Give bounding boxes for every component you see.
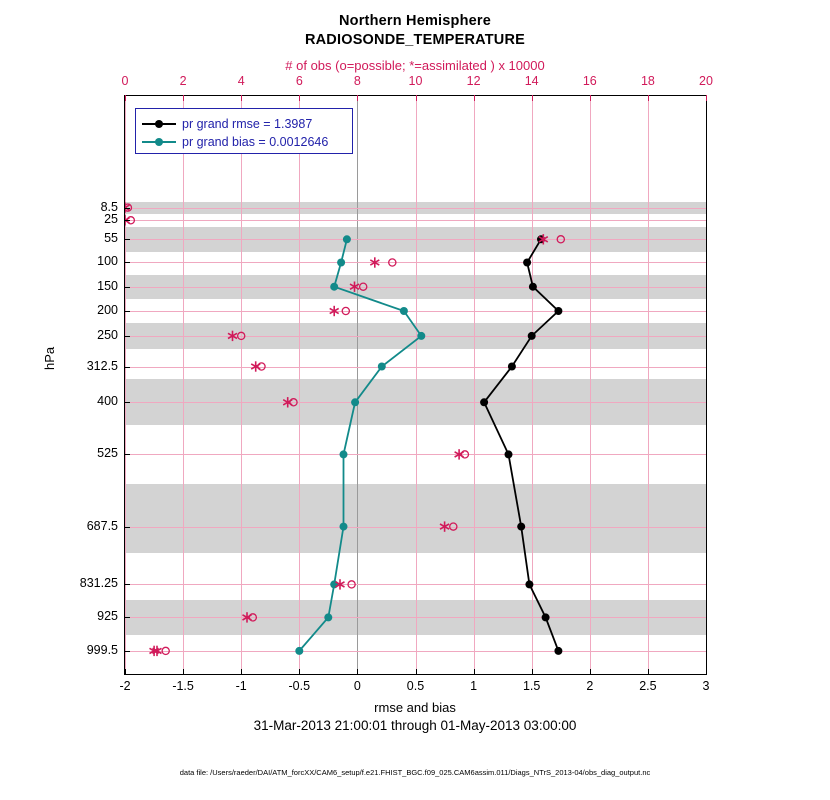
top-axis-tick (532, 95, 533, 101)
y-axis-tick-label: 687.5 (86, 518, 118, 533)
y-axis-tick-label: 55 (104, 231, 118, 246)
possible-obs-marker (450, 523, 457, 530)
y-axis-tick-label: 312.5 (86, 358, 118, 373)
possible-obs-marker (557, 236, 564, 243)
series-marker (337, 259, 345, 267)
series-marker (417, 332, 425, 340)
x-axis-tick-label: -2 (119, 679, 131, 693)
chart-legend (135, 108, 353, 154)
x-axis-tick (532, 669, 533, 675)
title-line-2: RADIOSONDE_TEMPERATURE (304, 32, 526, 48)
y-axis-tick-label: 831.25 (79, 576, 118, 591)
y-axis-tick (124, 220, 130, 221)
top-axis-tick (241, 95, 242, 101)
y-axis-tick (124, 527, 130, 528)
x-axis-tick (416, 669, 417, 675)
x-axis-tick-label: 2.5 (639, 679, 657, 693)
series-marker (505, 450, 513, 458)
series-marker (528, 332, 536, 340)
assimilated-obs-marker (440, 521, 449, 531)
top-axis-tick-label: 6 (295, 74, 303, 88)
top-axis-tick (357, 95, 358, 101)
x-axis-tick-label: 0 (353, 679, 361, 693)
x-axis-tick (125, 669, 126, 675)
y-axis-tick-label: 100 (97, 254, 118, 269)
top-axis-tick-label: 4 (237, 74, 245, 88)
top-axis-tick (474, 95, 475, 101)
y-axis-tick (124, 651, 130, 652)
top-axis-caption: # of obs (o=possible; *=assimilated ) x 10000 (285, 58, 545, 73)
series-line (299, 239, 421, 651)
series-marker (295, 647, 303, 655)
top-axis-tick-label: 10 (408, 74, 423, 88)
x-axis-caption: rmse and bias (374, 700, 456, 715)
assimilated-obs-marker (350, 282, 359, 292)
top-axis-tick-label: 18 (640, 74, 655, 88)
series-marker (330, 580, 338, 588)
assimilated-obs-marker (283, 397, 292, 407)
top-axis-tick (706, 95, 707, 101)
y-axis-tick (124, 287, 130, 288)
top-axis-tick-label: 20 (699, 74, 713, 88)
top-axis-tick (648, 95, 649, 101)
y-axis-tick (124, 402, 130, 403)
x-axis-tick (590, 669, 591, 675)
x-axis-tick (183, 669, 184, 675)
legend-swatch-rmse (142, 118, 176, 130)
series-marker (400, 307, 408, 315)
series-line (484, 239, 558, 651)
assimilated-obs-marker (370, 257, 379, 267)
x-axis-tick (299, 669, 300, 675)
x-axis-tick (241, 669, 242, 675)
series-marker (554, 307, 562, 315)
top-axis-tick (416, 95, 417, 101)
data-layer (125, 96, 706, 674)
assimilated-obs-marker (330, 306, 339, 316)
x-axis-tick-label: 0.5 (406, 679, 425, 693)
assimilated-obs-marker (243, 612, 252, 622)
x-axis-tick-label: 1.5 (522, 679, 541, 693)
y-axis-tick (124, 367, 130, 368)
x-axis-tick-label: -0.5 (288, 679, 311, 693)
y-axis-tick (124, 336, 130, 337)
legend-row-bias (142, 133, 346, 150)
title-line-1: Northern Hemisphere (338, 13, 492, 29)
x-axis-tick (474, 669, 475, 675)
x-axis-tick-label: 1 (470, 679, 478, 693)
x-axis-tick (357, 669, 358, 675)
y-axis-tick-label: 25 (104, 212, 118, 227)
possible-obs-marker (238, 332, 245, 339)
top-axis-tick-label: 12 (466, 74, 481, 88)
series-marker (330, 283, 338, 291)
series-marker (517, 523, 525, 531)
top-axis-tick-label: 14 (524, 74, 539, 88)
x-axis-tick (706, 669, 707, 675)
top-axis-tick-label: 2 (179, 74, 187, 88)
plot-area (124, 95, 707, 675)
series-marker (523, 259, 531, 267)
possible-obs-marker (162, 647, 169, 654)
y-axis-tick (124, 239, 130, 240)
assimilated-obs-marker (228, 331, 237, 341)
y-axis-tick-label: 525 (97, 446, 118, 461)
series-marker (542, 613, 550, 621)
series-marker (529, 283, 537, 291)
x-axis-tick-label: -1 (235, 679, 247, 693)
y-axis-tick-label: 150 (97, 278, 118, 293)
possible-obs-marker (389, 259, 396, 266)
y-axis-tick (124, 617, 130, 618)
x-axis-tick-label: 2 (586, 679, 594, 693)
y-axis-tick-label: 250 (97, 327, 118, 342)
top-axis-tick-label: 0 (121, 74, 129, 88)
y-axis-label: hPa (42, 346, 57, 370)
vertical-gridline (706, 96, 707, 674)
legend-row-rmse (142, 115, 346, 132)
x-axis-tick-label: 3 (702, 679, 710, 693)
y-axis-tick-label: 400 (97, 394, 118, 409)
y-axis-tick-label: 999.5 (86, 642, 118, 657)
legend-label-bias: pr grand bias = 0.0012646 (182, 134, 329, 149)
series-marker (554, 647, 562, 655)
y-axis-tick-label: 925 (97, 609, 118, 624)
top-axis-tick-label: 8 (353, 74, 361, 88)
series-marker (340, 450, 348, 458)
series-marker (351, 398, 359, 406)
y-axis-tick (124, 262, 130, 263)
y-axis-tick-label: 8.5 (100, 199, 118, 214)
chart-title (0, 12, 830, 50)
y-axis-tick (124, 311, 130, 312)
series-marker (343, 235, 351, 243)
y-axis-tick (124, 454, 130, 455)
series-marker (340, 523, 348, 531)
possible-obs-marker (342, 307, 349, 314)
series-marker (324, 613, 332, 621)
data-file-caption: data file: /Users/raeder/DAI/ATM_forcXX/CAM6_setup/f.e21.FHIST_BGC.f09_025.CAM6assim.011/Diags_NTrS_2013-04/obs_diag_output.nc (179, 768, 651, 777)
top-axis-tick-label: 16 (582, 74, 597, 88)
possible-obs-marker (348, 581, 355, 588)
x-axis-tick (648, 669, 649, 675)
series-marker (378, 363, 386, 371)
y-axis-tick (124, 584, 130, 585)
series-marker (480, 398, 488, 406)
top-axis-tick (183, 95, 184, 101)
y-axis-tick (124, 208, 130, 209)
series-marker (525, 580, 533, 588)
possible-obs-marker (360, 283, 367, 290)
legend-swatch-bias (142, 136, 176, 148)
series-marker (508, 363, 516, 371)
date-range-caption: 31-Mar-2013 21:00:01 through 01-May-2013 03:00:00 (253, 718, 577, 733)
assimilated-obs-marker (251, 361, 260, 371)
top-axis-tick (125, 95, 126, 101)
top-axis-tick (590, 95, 591, 101)
x-axis-tick-label: -1.5 (172, 679, 194, 693)
legend-label-rmse: pr grand rmse = 1.3987 (182, 116, 313, 131)
top-axis-tick (299, 95, 300, 101)
y-axis-tick-label: 200 (97, 303, 118, 318)
assimilated-obs-marker (455, 449, 464, 459)
